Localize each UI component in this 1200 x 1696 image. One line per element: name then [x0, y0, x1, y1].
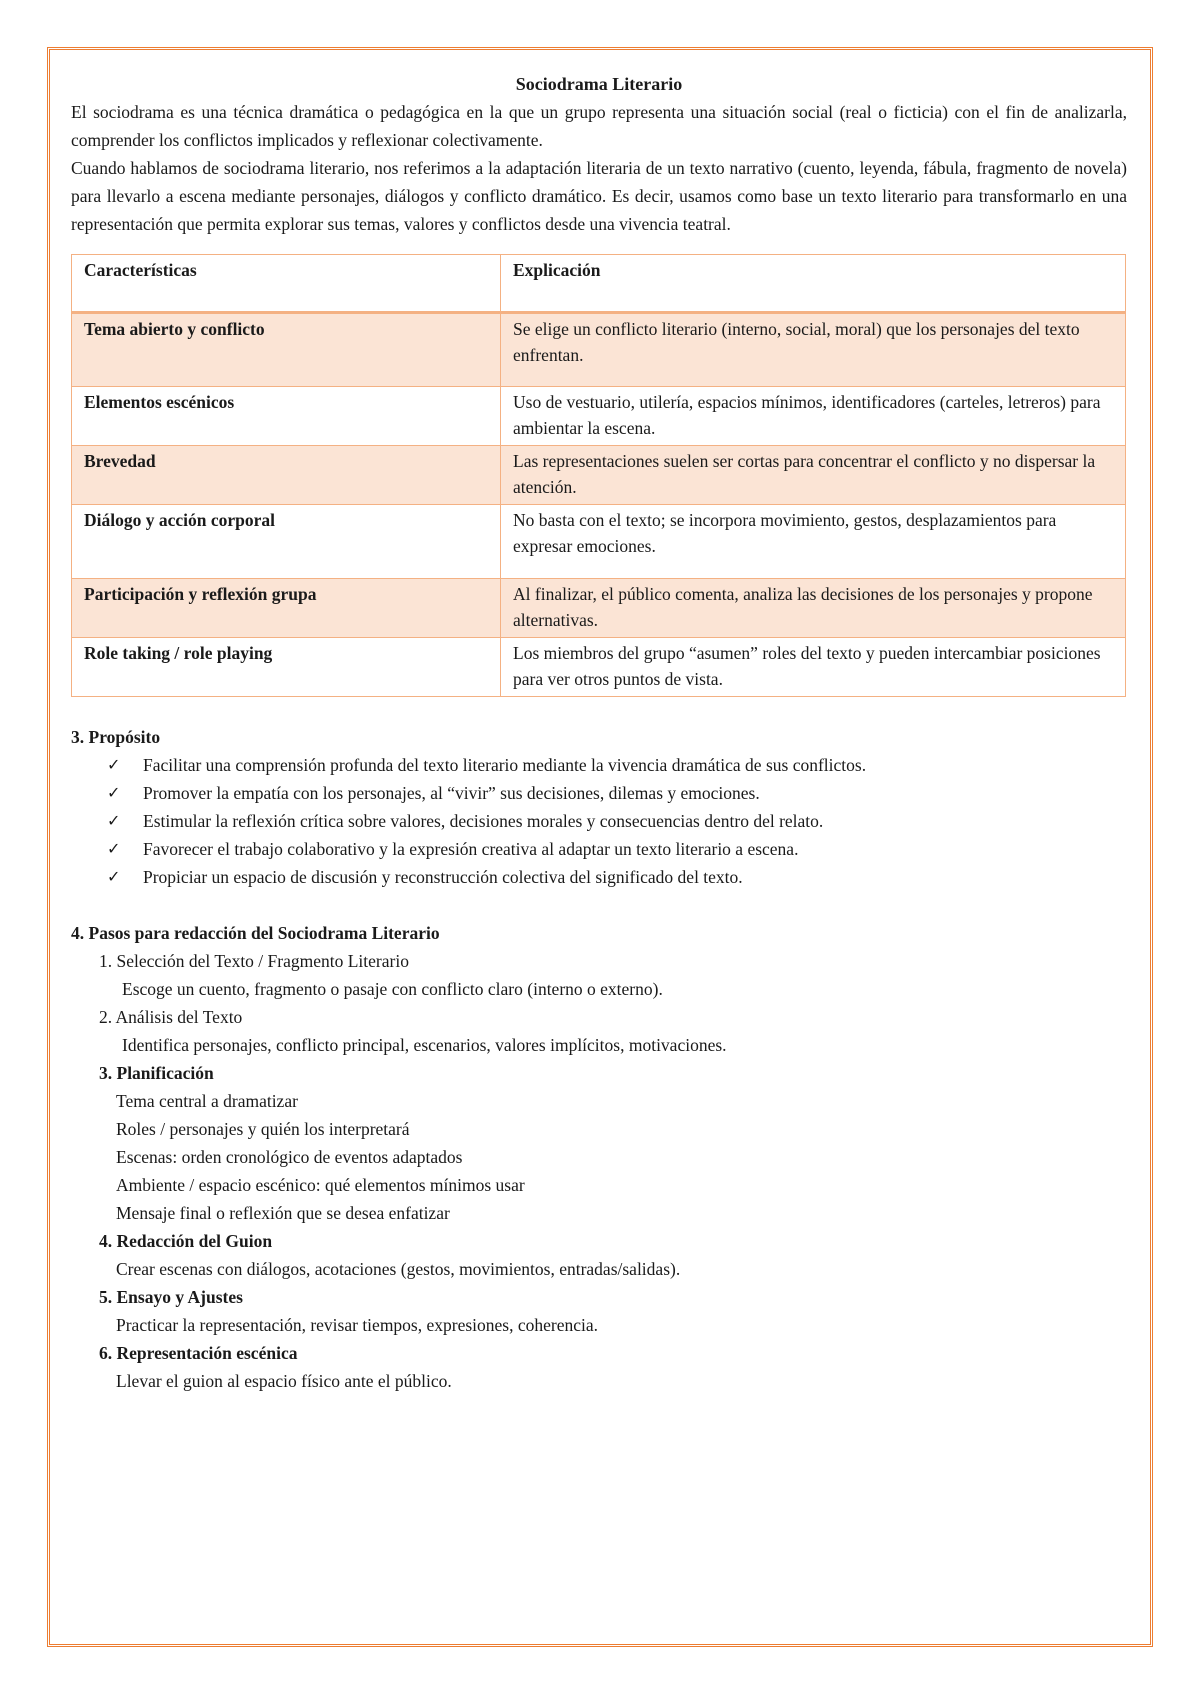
- step-4-title: 4. Redacción del Guion: [99, 1231, 273, 1251]
- step-1-title: 1. Selección del Texto / Fragmento Literario: [99, 951, 409, 971]
- table-cell-feature: Elementos escénicos: [72, 387, 501, 446]
- purpose-item-text: Propiciar un espacio de discusión y reconstrucción colectiva del significado del texto.: [143, 867, 743, 887]
- table-header-row: [72, 255, 1126, 313]
- table-cell-explanation: Las representaciones suelen ser cortas para concentrar el conflicto y no dispersar la atención.: [501, 446, 1126, 505]
- step-5-text: Practicar la representación, revisar tiempos, expresiones, coherencia.: [116, 1315, 599, 1335]
- check-mark-icon: ✓: [107, 839, 121, 858]
- characteristics-table: [71, 254, 1126, 697]
- table-row: [72, 313, 1126, 387]
- table-cell-explanation: Al finalizar, el público comenta, analiza las decisiones de los personajes y propone alternativas.: [501, 579, 1126, 638]
- table-cell-feature: Diálogo y acción corporal: [72, 505, 501, 579]
- table-row: [72, 505, 1126, 579]
- step-2-text: Identifica personajes, conflicto principal, escenarios, valores implícitos, motivaciones.: [122, 1035, 727, 1055]
- list-item: [107, 751, 1127, 779]
- purpose-list: [71, 751, 1127, 891]
- document-title: Sociodrama Literario: [515, 74, 683, 94]
- list-item: [107, 835, 1127, 863]
- check-mark-icon: ✓: [107, 755, 121, 774]
- check-mark-icon: ✓: [107, 867, 121, 886]
- step-3-item: Escenas: orden cronológico de eventos adaptados: [116, 1147, 463, 1167]
- list-item: [107, 779, 1127, 807]
- table-cell-feature: Participación y reflexión grupa: [72, 579, 501, 638]
- step-3-item: Ambiente / espacio escénico: qué elementos mínimos usar: [116, 1175, 525, 1195]
- table-header-explanation: Explicación: [501, 255, 1126, 313]
- table-row: [72, 579, 1126, 638]
- table-cell-feature: Brevedad: [72, 446, 501, 505]
- step-6-title: 6. Representación escénica: [99, 1343, 298, 1363]
- table-cell-feature: Role taking / role playing: [72, 638, 501, 697]
- steps-heading: 4. Pasos para redacción del Sociodrama Literario: [71, 923, 440, 943]
- purpose-item-text: Favorecer el trabajo colaborativo y la expresión creativa al adaptar un texto literario a escena.: [143, 839, 799, 859]
- list-item: [107, 863, 1127, 891]
- step-4-text: Crear escenas con diálogos, acotaciones (gestos, movimientos, entradas/salidas).: [116, 1259, 681, 1279]
- purpose-item-text: Facilitar una comprensión profunda del texto literario mediante la vivencia dramática de sus conflictos.: [143, 755, 867, 775]
- table-cell-explanation: No basta con el texto; se incorpora movimiento, gestos, desplazamientos para expresar emociones.: [501, 505, 1126, 579]
- table-row: [72, 387, 1126, 446]
- step-5-title: 5. Ensayo y Ajustes: [99, 1287, 243, 1307]
- purpose-item-text: Estimular la reflexión crítica sobre valores, decisiones morales y consecuencias dentro del relato.: [143, 811, 824, 831]
- check-mark-icon: ✓: [107, 811, 121, 830]
- table-cell-feature: Tema abierto y conflicto: [72, 313, 501, 387]
- intro-paragraph-2: Cuando hablamos de sociodrama literario, nos referimos a la adaptación literaria de un texto narrativo (cuento, leyenda, fábula, fragmento de novela) para llevarlo a escena mediante personajes, diálogos y conflicto dramático. Es decir, usamos como base un texto literario para transformarlo en una representación que permita explorar sus temas, valores y conflictos desde una vivencia teatral.: [71, 158, 1127, 234]
- step-3-title: 3. Planificación: [99, 1063, 214, 1083]
- step-3-item: Mensaje final o reflexión que se desea enfatizar: [116, 1203, 450, 1223]
- purpose-item-text: Promover la empatía con los personajes, al “vivir” sus decisiones, dilemas y emociones.: [143, 783, 760, 803]
- step-3-item: Tema central a dramatizar: [116, 1091, 298, 1111]
- step-1-text: Escoge un cuento, fragmento o pasaje con conflicto claro (interno o externo).: [122, 979, 663, 999]
- table-cell-explanation: Los miembros del grupo “asumen” roles del texto y pueden intercambiar posiciones para ver otros puntos de vista.: [501, 638, 1126, 697]
- purpose-heading: 3. Propósito: [71, 727, 161, 747]
- table-row: [72, 638, 1126, 697]
- intro-paragraph-1: El sociodrama es una técnica dramática o pedagógica en la que un grupo representa una situación social (real o ficticia) con el fin de analizarla, comprender los conflictos implicados y reflexionar colectivamente.: [71, 102, 1127, 150]
- step-3-item: Roles / personajes y quién los interpretará: [116, 1119, 410, 1139]
- step-2-title: 2. Análisis del Texto: [99, 1007, 243, 1027]
- list-item: [107, 807, 1127, 835]
- steps-list: [71, 947, 1127, 1395]
- step-6-text: Llevar el guion al espacio físico ante el público.: [116, 1371, 452, 1391]
- table-row: [72, 446, 1126, 505]
- table-cell-explanation: Uso de vestuario, utilería, espacios mínimos, identificadores (carteles, letreros) para ambientar la escena.: [501, 387, 1126, 446]
- table-header-characteristics: Características: [72, 255, 501, 313]
- check-mark-icon: ✓: [107, 783, 121, 802]
- table-cell-explanation: Se elige un conflicto literario (interno, social, moral) que los personajes del texto enfrentan.: [501, 313, 1126, 387]
- document-content: [71, 70, 1127, 1395]
